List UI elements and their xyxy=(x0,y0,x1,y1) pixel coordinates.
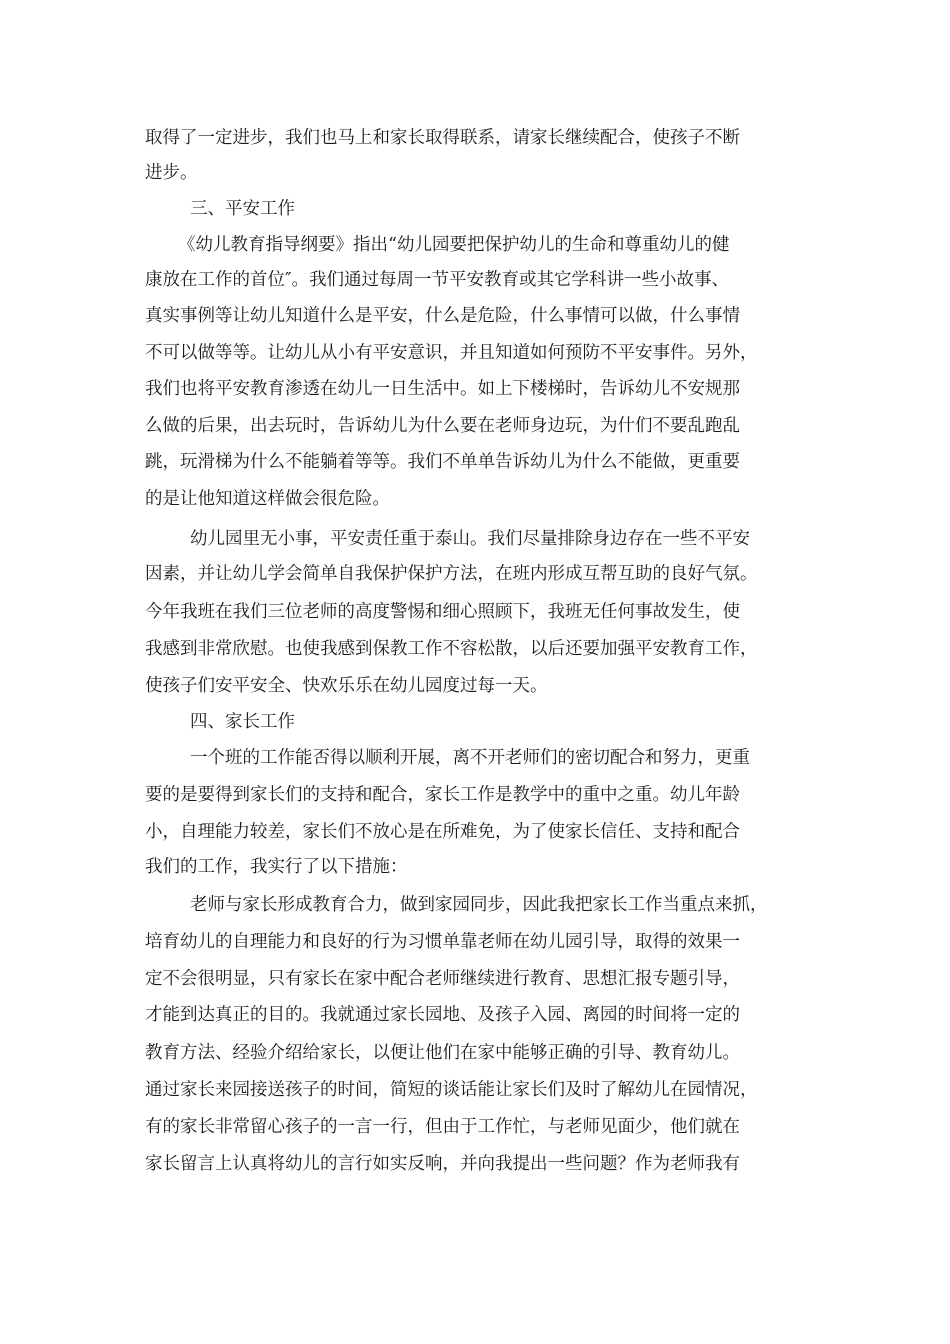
text-line: 我们也将平安教育渗透在幼儿一日生活中。如上下楼梯时，告诉幼儿不安规那 xyxy=(145,379,740,399)
text-line: 培育幼儿的自理能力和良好的行为习惯单靠老师在幼儿园引导，取得的效果一 xyxy=(145,932,740,952)
text-line: 有的家长非常留心孩子的一言一行，但由于工作忙，与老师见面少，他们就在 xyxy=(145,1117,740,1137)
text-line: 跳，玩滑梯为什么不能躺着等等。我们不单单告诉幼儿为什么不能做，更重要 xyxy=(145,452,740,472)
text-line: 么做的后果，出去玩时，告诉幼儿为什么要在老师身边玩，为什们不要乱跑乱 xyxy=(145,416,740,436)
text-line: 因素，并让幼儿学会简单自我保护保护方法，在班内形成互帮互助的良好气氛。 xyxy=(145,564,758,584)
section-heading: 三、平安工作 xyxy=(190,199,295,219)
text-line: 不可以做等等。让幼儿从小有平安意识，并且知道如何预防不平安事件。另外， xyxy=(145,343,758,363)
text-line: 小，自理能力较差，家长们不放心是在所难免，为了使家长信任、支持和配合 xyxy=(145,822,740,842)
text-line: 要的是要得到家长们的支持和配合，家长工作是教学中的重中之重。幼儿年龄 xyxy=(145,785,740,805)
text-line: 康放在工作的首位″。我们通过每周一节平安教育或其它学科讲一些小故事、 xyxy=(145,270,730,290)
text-line: 真实事例等让幼儿知道什么是平安，什么是危险，什么事情可以做，什么事情 xyxy=(145,306,740,326)
text-line: 取得了一定进步，我们也马上和家长取得联系，请家长继续配合，使孩子不断 xyxy=(145,128,740,148)
text-line: 才能到达真正的目的。我就通过家长园地、及孩子入园、离园的时间将一定的 xyxy=(145,1005,740,1025)
text-line: 使孩子们安平安全、快欢乐乐在幼儿园度过每一天。 xyxy=(145,676,548,696)
text-line: 的是让他知道这样做会很危险。 xyxy=(145,489,390,509)
text-line: 进步。 xyxy=(145,163,198,183)
text-line: 一个班的工作能否得以顺利开展，离不开老师们的密切配合和努力，更重 xyxy=(190,748,750,768)
text-line: 定不会很明显，只有家长在家中配合老师继续进行教育、思想汇报专题引导， xyxy=(145,969,740,989)
section-heading: 四、家长工作 xyxy=(190,712,295,732)
text-line: 我感到非常欣慰。也使我感到保教工作不容松散，以后还要加强平安教育工作， xyxy=(145,639,758,659)
text-line: 老师与家长形成教育合力，做到家园同步，因此我把家长工作当重点来抓， xyxy=(190,895,768,915)
text-line: 家长留言上认真将幼儿的言行如实反响，并向我提出一些问题？作为老师我有 xyxy=(145,1154,740,1174)
text-line: 今年我班在我们三位老师的高度警惕和细心照顾下，我班无任何事故发生，使 xyxy=(145,602,740,622)
text-line: 通过家长来园接送孩子的时间，简短的谈话能让家长们及时了解幼儿在园情况， xyxy=(145,1080,758,1100)
text-line: 教育方法、经验介绍给家长，以便让他们在家中能够正确的引导、教育幼儿。 xyxy=(145,1043,740,1063)
text-line: 《幼儿教育指导纲要》指出“幼儿园要把保护幼儿的生命和尊重幼儿的健 xyxy=(178,235,730,255)
text-line: 我们的工作，我实行了以下措施： xyxy=(145,857,408,877)
text-line: 幼儿园里无小事，平安责任重于泰山。我们尽量排除身边存在一些不平安 xyxy=(190,529,750,549)
